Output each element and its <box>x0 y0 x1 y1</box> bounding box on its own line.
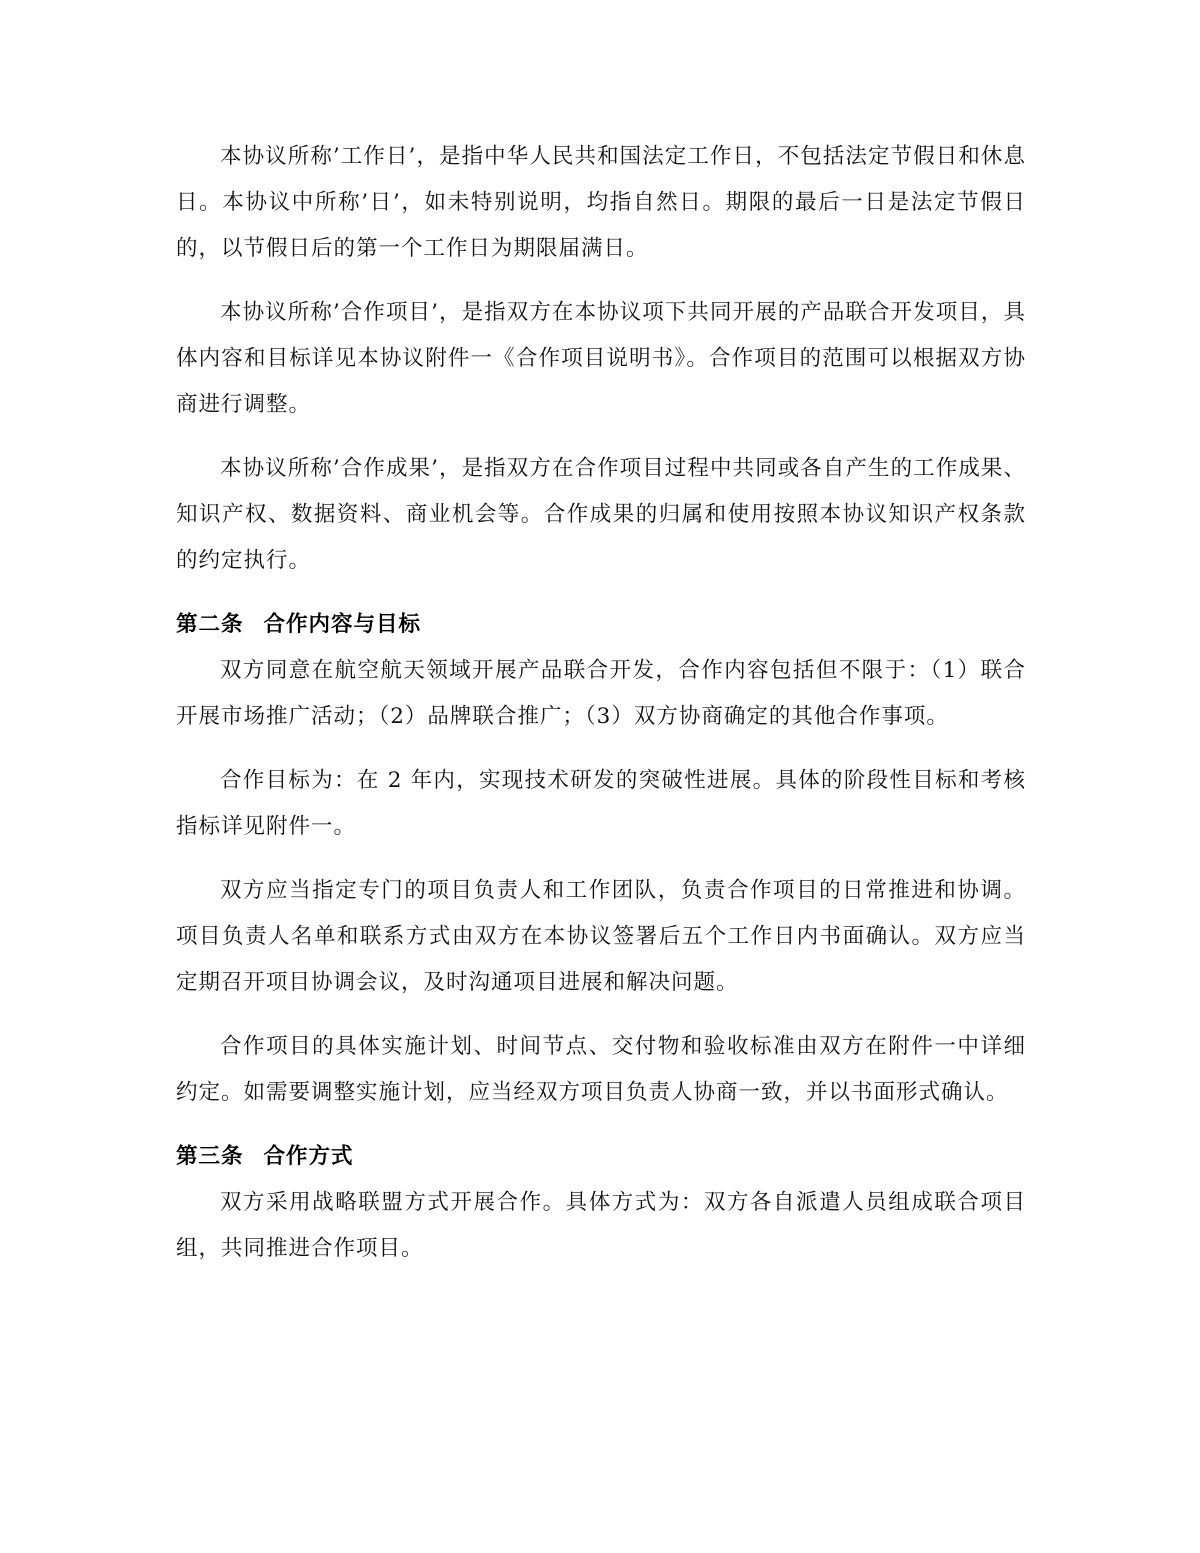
article-2-title: 合作内容与目标 <box>263 612 422 637</box>
paragraph-project-team: 双方应当指定专门的项目负责人和工作团队，负责合作项目的日常推进和协调。项目负责人名单和联系方式由双方在本协议签署后五个工作日内书面确认。双方应当定期召开项目协调会议，及时沟通项目进展和解决问题。 <box>176 878 1026 995</box>
paragraph-workday-definition: 本协议所称’工作日’，是指中华人民共和国法定工作日，不包括法定节假日和休息日。本协议中所称’日’，如未特别说明，均指自然日。期限的最后一日是法定节假日的，以节假日后的第一个工作日为期限届满日。 <box>176 144 1026 261</box>
paragraph-implementation-plan: 合作项目的具体实施计划、时间节点、交付物和验收标准由双方在附件一中详细约定。如需要调整实施计划，应当经双方项目负责人协商一致，并以书面形式确认。 <box>176 1034 1026 1105</box>
article-2-number: 第二条 <box>176 612 244 637</box>
paragraph-cooperation-content: 双方同意在航空航天领域开展产品联合开发，合作内容包括但不限于：（1）联合开展市场推广活动；（2）品牌联合推广；（3）双方协商确定的其他合作事项。 <box>176 658 1026 729</box>
document-body <box>176 134 1026 1272</box>
article-3-number: 第三条 <box>176 1144 244 1169</box>
paragraph-cooperation-goal: 合作目标为：在 2 年内，实现技术研发的突破性进展。具体的阶段性目标和考核指标详见附件一。 <box>176 768 1026 839</box>
article-3-title: 合作方式 <box>263 1144 354 1169</box>
paragraph-results-definition: 本协议所称’合作成果’，是指双方在合作项目过程中共同或各自产生的工作成果、知识产权、数据资料、商业机会等。合作成果的归属和使用按照本协议知识产权条款的约定执行。 <box>176 456 1026 573</box>
paragraph-cooperation-method: 双方采用战略联盟方式开展合作。具体方式为：双方各自派遣人员组成联合项目组，共同推进合作项目。 <box>176 1190 1026 1261</box>
section-heading-article-3 <box>176 1134 1026 1180</box>
paragraph-project-definition: 本协议所称’合作项目’，是指双方在本协议项下共同开展的产品联合开发项目，具体内容和目标详见本协议附件一《合作项目说明书》。合作项目的范围可以根据双方协商进行调整。 <box>176 300 1026 417</box>
section-heading-article-2 <box>176 602 1026 648</box>
